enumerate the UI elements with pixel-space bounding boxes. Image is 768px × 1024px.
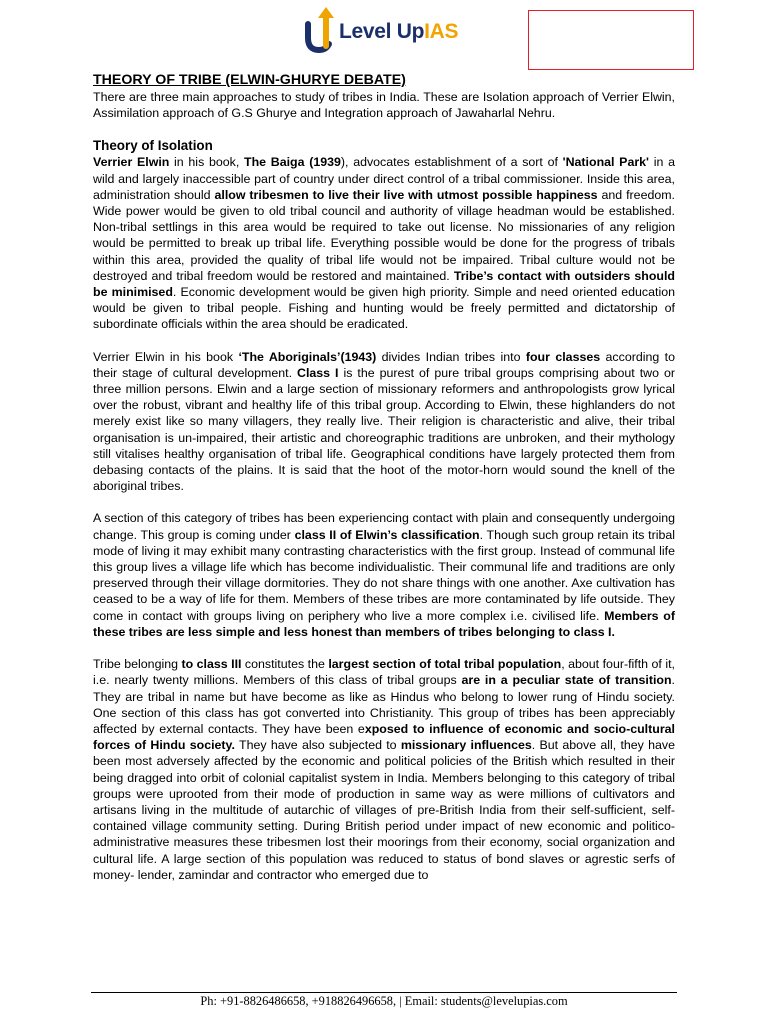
body-paragraph [93,510,675,640]
text-run: . They are tribal in name but have become as like as Hindus who belong to lower rung of Hindu society. One section of this class has got converted into Christianity. This group of tribes has been appreciably affected by external contacts. They have been e [93,673,675,736]
text-run: . Economic development would be given high priority. Simple and need oriented education would be given to tribal people. Fishing and hunting would be freely permitted and dictatorship of subordinate officials within the area should be eradicated. [93,285,675,332]
document-body [93,71,675,883]
text-run: They have also subjected to [234,738,401,753]
bold-text-run: Members of these tribes are less simple and less honest than members of tribes belonging to class I. [93,608,675,639]
bold-text-run: missionary influences [400,738,532,753]
bold-text-run: largest section of total tribal population [328,657,562,672]
bold-text-run: four classes [525,349,601,364]
text-run: constitutes the [241,657,329,672]
text-run: Verrier Elwin in his book [93,349,239,364]
bold-text-run: Class I [297,365,339,380]
section-heading: Theory of Isolation [93,138,213,154]
bold-text-run: 'National Park' [562,155,649,170]
text-run: A section of this category of tribes has been experiencing contact with plain and consequently undergoing change. This group is coming under [93,511,675,542]
bold-text-run: are in a peculiar state of transition [461,673,672,688]
up-arrow-u-icon [302,4,336,54]
footer-contact: Ph: +91-8826486658, +918826496658, | Email: students@levelupias.com [200,994,568,1008]
bold-text-run: to class III [181,657,242,672]
body-paragraph [93,349,675,495]
footer-divider [91,992,677,993]
bold-text-run: Verrier Elwin [93,155,170,170]
bold-text-run: xposed to influence of economic and socio-cultural forces of Hindu society. [93,721,675,753]
text-run: Tribe belonging [93,657,182,672]
bold-text-run: allow tribesmen to live their live with utmost possible happiness [214,187,598,202]
stamp-box [528,10,694,70]
text-run: divides Indian tribes into [376,349,526,364]
body-paragraph [93,154,675,332]
text-run: is the purest of pure tribal groups comprising about two or three million persons. Elwin and a large section of missionary reformers and anthropologists grow lyrical over the robust, vibrant and healthy life of this tribal group. According to Elwin, these highlanders do not merely exist like so many villagers, they really live. Their religion is characteristic and alive, their tribal organisation is un-impaired, their artistic and choreographic traditions are unbroken, and their mythology still vitalises healthy organisation of tribal life. Geographical conditions have largely protected them from debasing contacts of the plains. It is said that the hoot of the motor-horn would sound the knell of the aboriginal tribes. [93,365,676,494]
text-run: . Though such group retain its tribal mode of living it may exhibit many contrasting characteristics with the first group. Instead of communal life this group lives a village life which has become individualistic. Their communal life and traditions are only preserved through their village dormitories. They do not share things with one another. Axe cultivation has ceased to be a way of life for them. Members of these tribes are more contaminated by life outside. They come in contact with groups living on periphery who live a more complex i.e. civilised life. [93,527,675,623]
brand-name: Level UpIAS [339,20,459,43]
text-run: in a wild and largely inaccessible part of country under direct control of a tribal commissioner. Inside this area, administration should [93,155,675,202]
intro-paragraph: There are three main approaches to study of tribes in India. These are Isolation approach of Verrier Elwin, Assimilation approach of G.S Ghurye and Integration approach of Jawaharlal Nehru. [93,90,675,121]
text-run: and freedom. Wide power would be given to old tribal council and authority of village headman would be established. Non-tribal settlings in this area would be required to take out license. No missionaries of any religion would be permitted to break up tribal life. Everything possible would be done for the progress of tribals within this area, provided the quality of tribal life would not be impaired. Tribal culture would not be destroyed and tribal freedom would be restored and maintained. [93,187,676,283]
text-run: , about four-fifth of it, i.e. nearly twenty millions. Members of this class of tribal groups [93,657,675,688]
text-run: in his book, [169,155,244,170]
text-run: ), advocates establishment of a sort of [340,155,563,170]
bold-text-run: ‘The Aboriginals’(1943) [238,349,377,364]
body-paragraph [93,656,675,883]
text-run: according to their stage of cultural development. [93,349,675,380]
text-run: . But above all, they have been most adversely affected by the economic and political policies of the British which resulted in their being dragged into orbit of colonial capitalist system in India. Members belonging to this category of tribal groups were uprooted from their mode of production in same way as were millions of cultivators and artisans living in the multitude of autarchic of villages of pre-British India from their self-sufficient, self-contained village community setting. During British period under impact of new economic and politico-administrative measures these tribesmen lost their moorings from their economy, social organization and cultural life. A large section of this population was reduced to status of bond slaves or agrestic serfs of money- lender, zamindar and contractor who emerged due to [93,738,676,882]
document-title: THEORY OF TRIBE (ELWIN-GHURYE DEBATE) [93,72,406,88]
brand-logo [302,4,458,54]
bold-text-run: Tribe’s contact with outsiders should be minimised [93,268,675,300]
bold-text-run: The Baiga (1939 [244,155,341,170]
bold-text-run: class II of Elwin’s classification [294,527,480,542]
